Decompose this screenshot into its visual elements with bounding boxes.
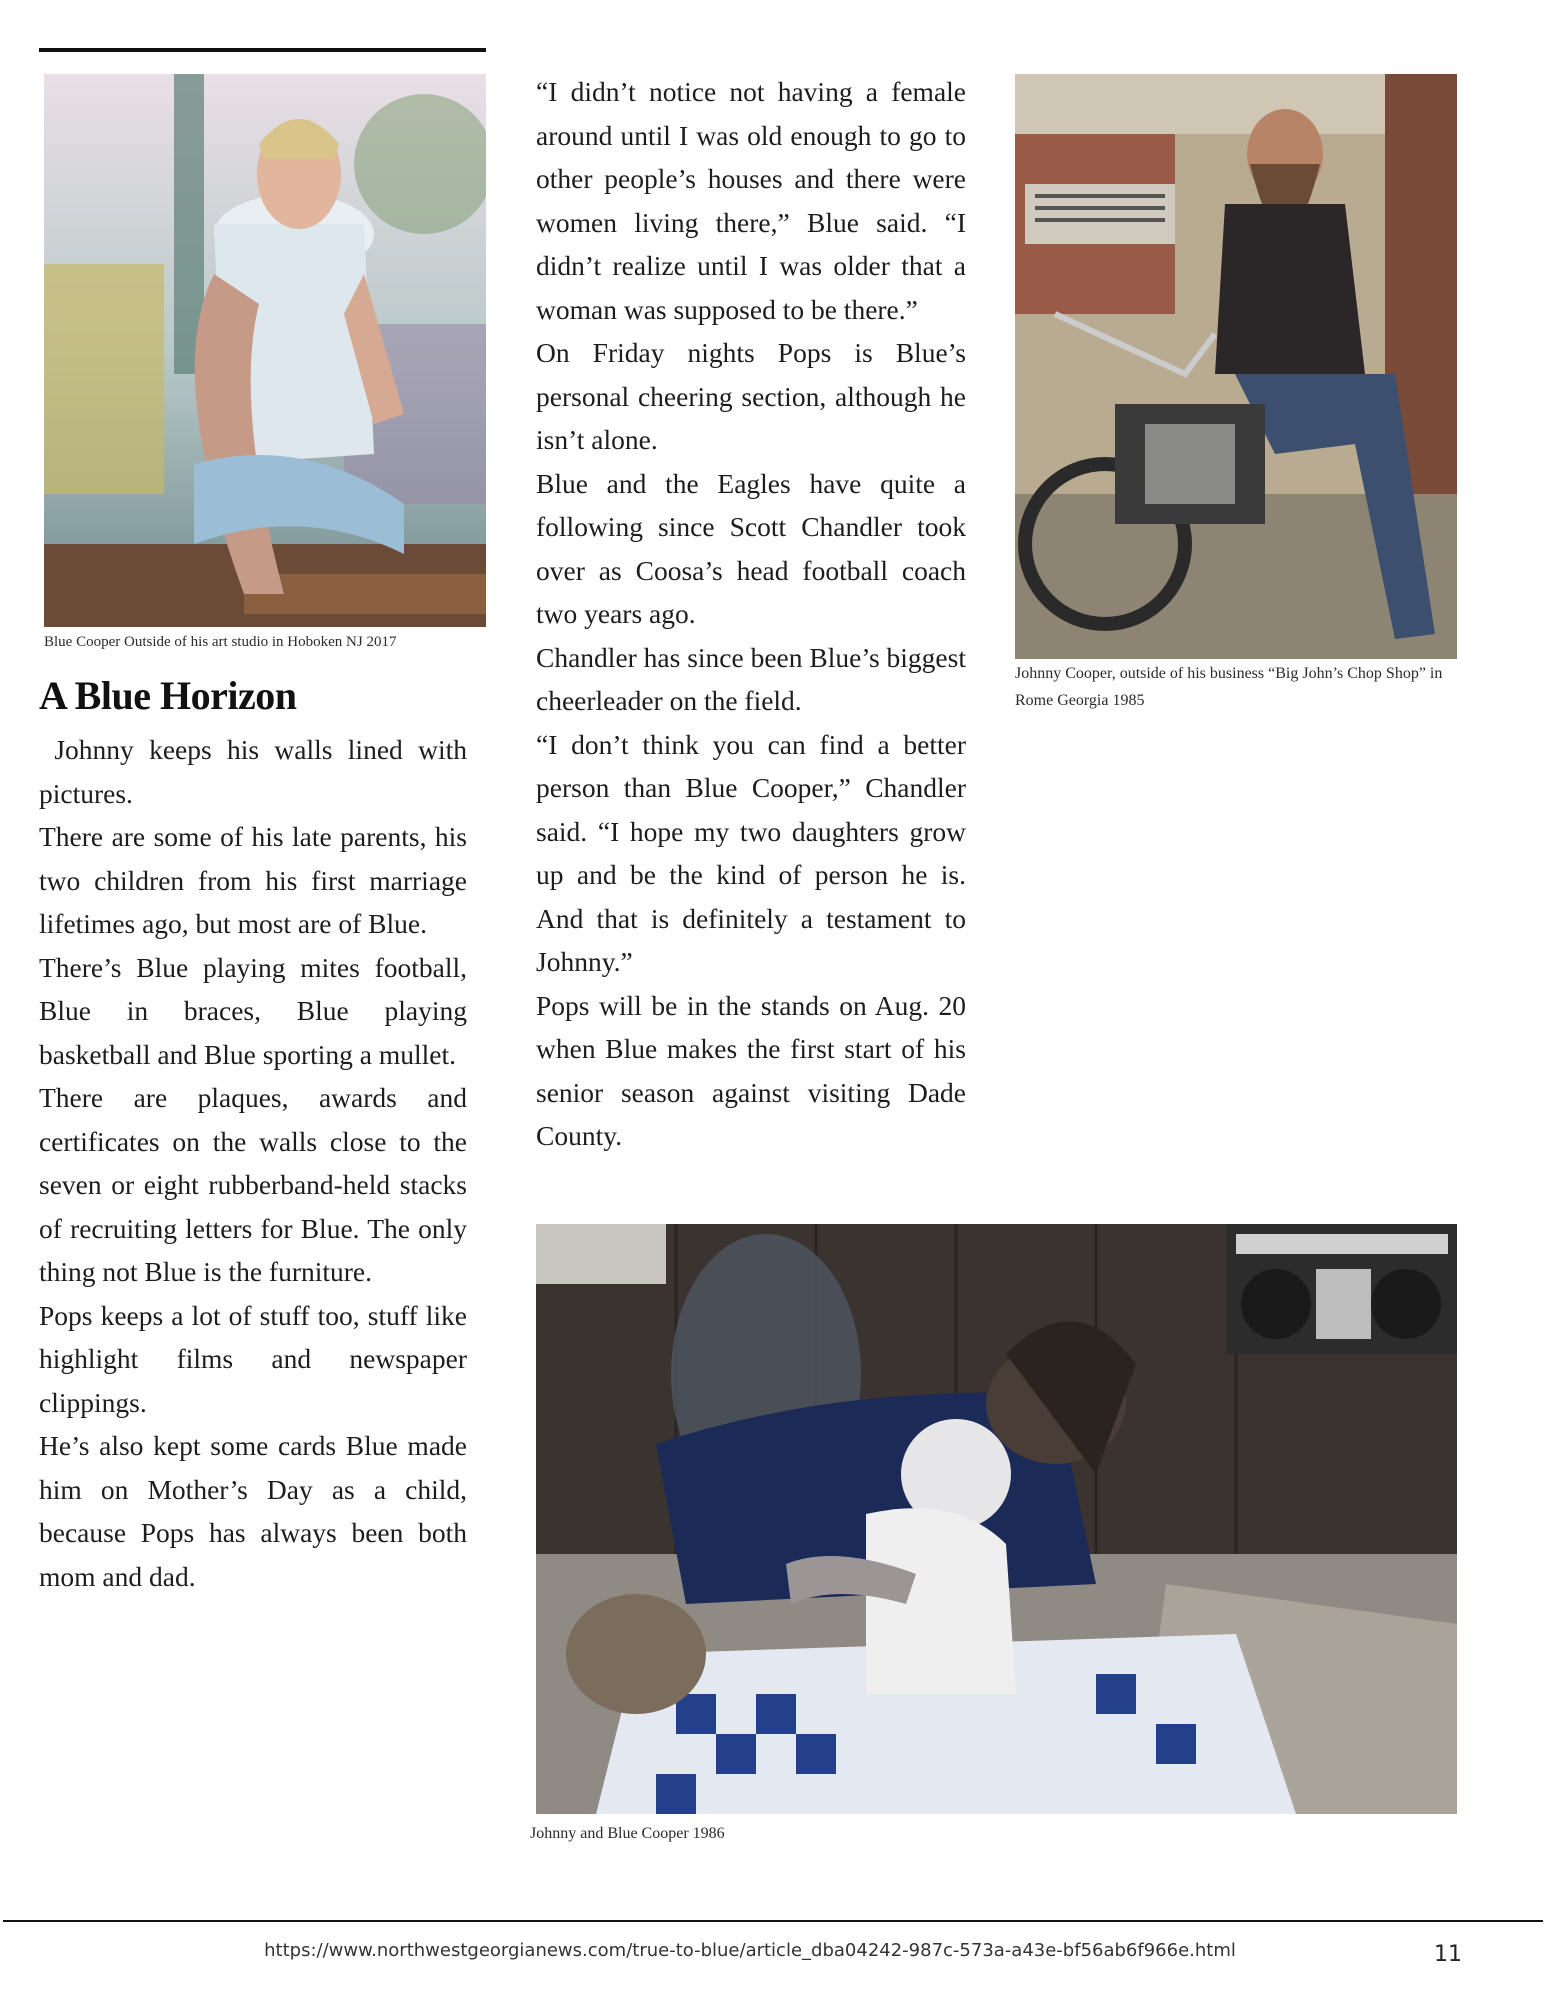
left-paragraph-6: He’s also kept some cards Blue made him on Mother’s Day as a child, because Pops has always been both mom and dad.	[39, 1430, 467, 1592]
johnny-and-baby-caption: Johnny and Blue Cooper 1986	[530, 1825, 725, 1842]
source-url: https://www.northwestgeorgianews.com/true-to-blue/article_dba04242-987c-573a-a43e-bf56ab6f966e.html	[264, 1940, 1236, 1961]
left-paragraph-4: There are plaques, awards and certificates on the walls close to the seven or eight rubberband-held stacks of recruiting letters for Blue. The only thing not Blue is the furniture.	[39, 1082, 467, 1287]
middle-paragraph-2: On Friday nights Pops is Blue’s personal cheering section, although he isn’t alone.	[536, 337, 966, 455]
article-column-left	[39, 728, 467, 1598]
footer-rule	[3, 1920, 1543, 1922]
middle-paragraph-5: “I don’t think you can find a better person than Blue Cooper,” Chandler said. “I hope my two daughters grow up and be the kind of person he is. And that is definitely a testament to Johnny.”	[536, 728, 966, 977]
left-paragraph-2: There are some of his late parents, his two children from his first marriage lifetimes ago, but most are of Blue.	[39, 821, 467, 939]
middle-paragraph-6: Pops will be in the stands on Aug. 20 when Blue makes the first start of his senior season against visiting Dade County.	[536, 989, 966, 1151]
left-paragraph-1: Johnny keeps his walls lined with pictures.	[39, 734, 467, 809]
page-number: 11	[1434, 1942, 1462, 1967]
article-headline: A Blue Horizon	[39, 673, 297, 718]
johnny-motorcycle-caption: Johnny Cooper, outside of his business “Big John’s Chop Shop” in Rome Georgia 1985	[1015, 665, 1443, 709]
blue-portrait-photo	[44, 74, 486, 627]
middle-paragraph-3: Blue and the Eagles have quite a following since Scott Chandler took over as Coosa’s head football coach two years ago.	[536, 467, 966, 629]
article-column-middle	[536, 70, 966, 1158]
blue-portrait-caption: Blue Cooper Outside of his art studio in Hoboken NJ 2017	[44, 634, 397, 650]
top-rule	[39, 48, 486, 52]
middle-paragraph-4: Chandler has since been Blue’s biggest cheerleader on the field.	[536, 641, 966, 716]
left-paragraph-3: There’s Blue playing mites football, Blue in braces, Blue playing basketball and Blue sporting a mullet.	[39, 951, 467, 1070]
johnny-motorcycle-photo	[1015, 74, 1457, 659]
middle-paragraph-1: “I didn’t notice not having a female around until I was old enough to go to other people’s houses and there were women living there,” Blue said. “I didn’t realize until I was older that a woman was supposed to be there.”	[536, 76, 966, 325]
johnny-and-baby-photo	[536, 1224, 1457, 1814]
left-paragraph-5: Pops keeps a lot of stuff too, stuff like highlight films and newspaper clippings.	[39, 1299, 467, 1418]
